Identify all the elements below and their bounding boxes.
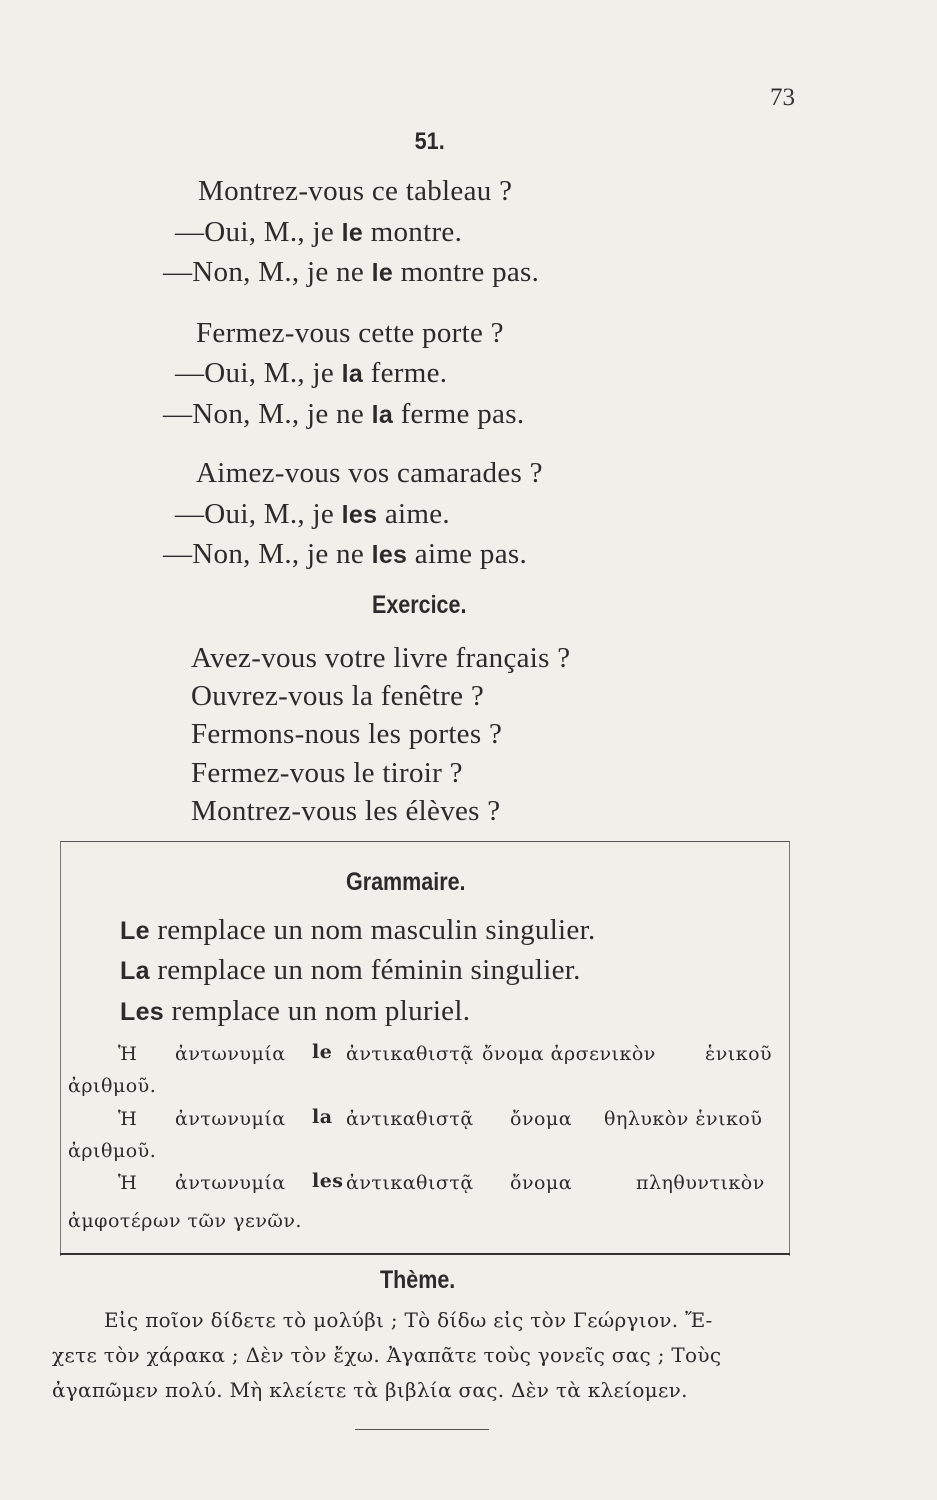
pronoun: la — [341, 360, 364, 388]
exercise-title: Exercice. — [372, 591, 467, 619]
grammar-rule: La remplace un nom féminin singulier. — [120, 954, 581, 986]
pronoun: Les — [120, 998, 164, 1026]
theme-line: Εἰς ποῖον δίδετε τὸ μολύβι ; Τὸ δίδω εἰς τὸν Γεώργιον. Ἔ- — [104, 1308, 713, 1332]
dialogue-answer-yes: —Oui, M., je le montre. — [175, 216, 463, 248]
exercise-question: Montrez-vous les élèves ? — [191, 795, 501, 827]
dialogue-question: Aimez-vous vos camarades ? — [196, 457, 543, 489]
pronoun: Le — [120, 917, 150, 945]
grammar-title: Grammaire. — [346, 868, 466, 896]
grammar-box-bottom-rule — [60, 1253, 790, 1255]
theme-line: χετε τὸν χάρακα ; Δὲν τὸν ἔχω. Ἀγαπᾶτε τοὺς γονεῖς σας ; Τοὺς — [52, 1343, 722, 1367]
dialogue-answer-no: —Non, M., je ne le montre pas. — [163, 256, 540, 288]
exercise-question: Ouvrez-vous la fenêtre ? — [191, 680, 485, 712]
end-rule — [355, 1429, 489, 1430]
exercise-question: Avez-vous votre livre français ? — [191, 642, 571, 674]
page-number: 73 — [770, 84, 795, 111]
pronoun: le — [312, 1041, 333, 1063]
pronoun: les — [312, 1170, 344, 1192]
exercise-question: Fermez-vous le tiroir ? — [191, 757, 463, 789]
theme-line: ἀγαπῶμεν πολύ. Μὴ κλείετε τὰ βιβλία σας. Δὲν τὰ κλείομεν. — [52, 1378, 688, 1402]
dialogue-answer-yes: —Oui, M., je les aime. — [175, 498, 450, 530]
pronoun: la — [371, 401, 394, 429]
dialogue-answer-no: —Non, M., je ne la ferme pas. — [163, 398, 525, 430]
dialogue-question: Fermez-vous cette porte ? — [196, 317, 504, 349]
pronoun: les — [341, 501, 378, 529]
pronoun: le — [371, 259, 394, 287]
pronoun: la — [312, 1106, 333, 1128]
dialogue-answer-yes: —Oui, M., je la ferme. — [175, 357, 448, 389]
pronoun: La — [120, 957, 150, 985]
grammar-rule: Le remplace un nom masculin singulier. — [120, 914, 596, 946]
theme-title: Thème. — [380, 1266, 456, 1294]
dialogue-question: Montrez-vous ce tableau ? — [198, 175, 513, 207]
lesson-number: 51. — [414, 128, 445, 155]
pronoun: le — [341, 219, 364, 247]
exercise-question: Fermons-nous les portes ? — [191, 718, 503, 750]
pronoun: les — [371, 541, 408, 569]
dialogue-answer-no: —Non, M., je ne les aime pas. — [163, 538, 528, 570]
grammar-rule: Les remplace un nom pluriel. — [120, 995, 471, 1027]
